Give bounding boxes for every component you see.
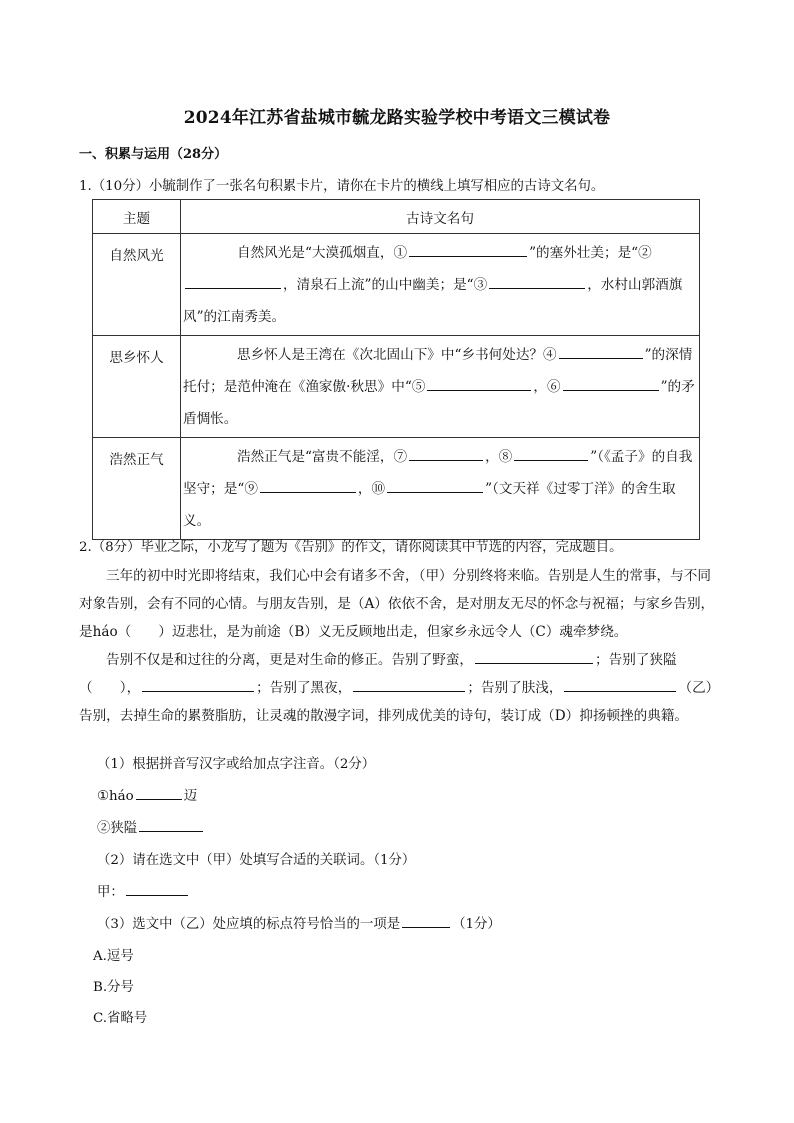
content-text: 自然风光是“大漠孤烟直，① <box>237 245 408 261</box>
passage-blank[interactable] <box>142 677 254 692</box>
content-cell <box>181 336 700 438</box>
content-text: ”（文天祥《过零丁洋》的舍生取义。 <box>183 481 676 529</box>
passage-blank[interactable] <box>475 649 593 664</box>
q1-prompt: 1.（10分）小毓制作了一张名句积累卡片，请你在卡片的横线上填写相应的古诗文名句。 <box>79 179 605 194</box>
answer-blank-3[interactable] <box>489 274 585 289</box>
passage-text: ；告别了狭隘（ ）， <box>79 652 677 696</box>
page-title: 2024年江苏省盐城市毓龙路实验学校中考语文三模试卷 <box>183 108 611 128</box>
question-score: （1分） <box>452 917 501 932</box>
content-text: ”的塞外壮美；是“② <box>529 245 652 261</box>
question-text: （3）选文中（乙）处应填的标点符号恰当的一项是 <box>97 917 401 932</box>
table-row <box>93 336 700 438</box>
answer-blank-7[interactable] <box>409 446 483 461</box>
theme-cell: 思乡怀人 <box>93 336 181 438</box>
content-text: 浩然正气是“富贵不能淫，⑦ <box>237 449 408 465</box>
answer-blank[interactable] <box>139 817 203 832</box>
answer-blank[interactable] <box>136 785 182 800</box>
sub-question-3 <box>97 913 501 932</box>
header-content: 古诗文名句 <box>181 200 700 234</box>
answer-blank-8[interactable] <box>514 446 588 461</box>
answer-label: 甲： <box>97 885 124 900</box>
content-text: ，清泉石上流”的山中幽美；是“③ <box>283 277 488 293</box>
answer-blank-6[interactable] <box>563 376 659 391</box>
theme-cell: 自然风光 <box>93 234 181 336</box>
theme-cell: 浩然正气 <box>93 438 181 540</box>
sub-question-1b <box>97 817 205 836</box>
option-a[interactable]: A.逗号 <box>93 949 134 964</box>
header-theme: 主题 <box>93 200 181 234</box>
q2-prompt: 2.（8分）毕业之际，小龙写了题为《告别》的作文，请你阅读其中节选的内容，完成题目。 <box>79 540 623 555</box>
option-c[interactable]: C.省略号 <box>93 1011 148 1026</box>
passage <box>79 562 717 730</box>
answer-blank-2[interactable] <box>185 274 281 289</box>
answer-blank-10[interactable] <box>387 478 483 493</box>
answer-blank-9[interactable] <box>260 478 356 493</box>
content-text: ，⑧ <box>485 449 513 465</box>
sub-question-1a <box>97 785 197 804</box>
content-text: ，⑥ <box>533 379 561 395</box>
content-text: ”（《孟子》的自我坚守；是“⑨ <box>183 449 693 497</box>
sub-question-2-answer <box>97 881 190 900</box>
passage-text: ；告别了肤浅， <box>467 680 563 696</box>
passage-text: ；告别了黑夜， <box>256 680 352 696</box>
pinyin-suffix: 迈 <box>183 789 198 804</box>
section-heading: 一、积累与运用（28分） <box>79 147 228 162</box>
content-text: ”的矛盾惆怅。 <box>183 379 695 427</box>
table-header-row <box>93 200 700 234</box>
sub-question-2: （2）请在选文中（甲）处填写合适的关联词。（1分） <box>97 853 416 868</box>
content-text: 思乡怀人是王湾在《次北固山下》中“乡书何处达？④ <box>237 347 557 363</box>
passage-paragraph-1: 三年的初中时光即将结束，我们心中会有诸多不舍，（甲）分别终将来临。告别是人生的常事，与不同对象告别，会有不同的心情。与朋友告别，是（A）依依不舍，是对朋友无尽的怀念与祝福；与家乡告别，是háo（ ）迈悲壮，是为前途（B）义无反顾地出走，但家乡永远令人（C）魂牵梦绕。 <box>79 568 715 640</box>
content-cell <box>181 234 700 336</box>
answer-blank[interactable] <box>402 913 450 928</box>
table-row <box>93 438 700 540</box>
passage-blank[interactable] <box>564 677 676 692</box>
answer-blank-1[interactable] <box>409 242 527 257</box>
passage-text: （乙）告别，去掉生命的累赘脂肪，让灵魂的散漫字词，排列成优美的诗句，装订成（D）抑扬顿挫的典籍。 <box>79 680 713 724</box>
passage-text: 告别不仅是和过往的分离，更是对生命的修正。告别了野蛮， <box>106 652 474 668</box>
content-text: ，水村山郭酒旗风”的江南秀美。 <box>183 277 683 325</box>
word-label: ②狭隘 <box>97 821 138 836</box>
option-b[interactable]: B.分号 <box>93 980 134 995</box>
content-text: ”的深情托付；是范仲淹在《渔家傲·秋思》中“⑤ <box>183 347 693 395</box>
pinyin-label: ①háo <box>97 789 134 804</box>
passage-blank[interactable] <box>353 677 465 692</box>
answer-blank-5[interactable] <box>427 376 531 391</box>
sub-question-1: （1）根据拼音写汉字或给加点字注音。（2分） <box>97 757 376 772</box>
passage-paragraph-2 <box>79 646 717 730</box>
answer-blank-4[interactable] <box>559 344 643 359</box>
answer-blank[interactable] <box>126 881 188 896</box>
content-text: ，⑩ <box>357 481 386 497</box>
quote-card-table <box>92 199 700 540</box>
content-cell <box>181 438 700 540</box>
table-row <box>93 234 700 336</box>
